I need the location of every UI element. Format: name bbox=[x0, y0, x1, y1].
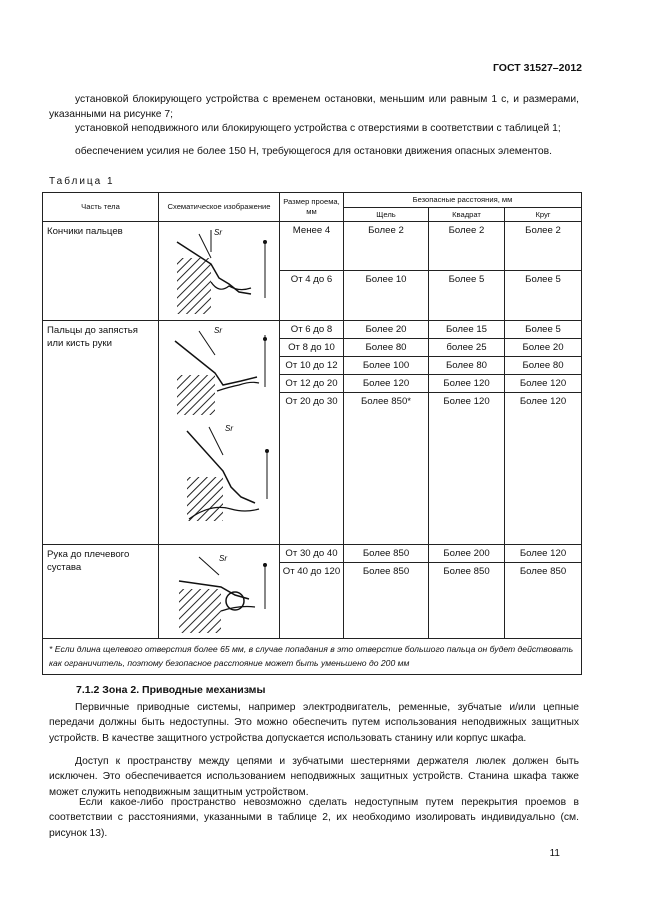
cell-size: От 30 до 40 bbox=[280, 545, 344, 563]
intro-paragraph-1: установкой блокирующего устройства с временем остановки, меньшим или равным 1 с, и размерами, указанными на рисунке 7; bbox=[49, 94, 579, 121]
sr-label: Sr bbox=[214, 326, 222, 335]
table-footnote: * Если длина щелевого отверстия более 65 мм, в случае попадания в это отверстие большого пальца он будет действовать как ограничитель, поэтому безопасное расстояние может быть уменьшено до 200 мм bbox=[43, 639, 582, 675]
safety-distances-table bbox=[42, 192, 582, 675]
cell-size: От 12 до 20 bbox=[280, 375, 344, 393]
cell-slot: Более 100 bbox=[344, 357, 429, 375]
cell-slot: Более 850 bbox=[344, 545, 429, 563]
section-title: 7.1.2 Зона 2. Приводные механизмы bbox=[76, 684, 266, 696]
cell-slot: Более 120 bbox=[344, 375, 429, 393]
header-round: Круг bbox=[505, 208, 582, 222]
cell-size: От 40 до 120 bbox=[280, 563, 344, 639]
header-slot: Щель bbox=[344, 208, 429, 222]
part-arm-to-shoulder: Рука до плечевого сустава bbox=[43, 545, 159, 639]
cell-round: Более 20 bbox=[505, 339, 582, 357]
cell-square: Более 200 bbox=[429, 545, 505, 563]
scheme-fingertips bbox=[159, 222, 280, 321]
header-scheme: Схематическое изображение bbox=[159, 193, 280, 222]
cell-slot: Более 80 bbox=[344, 339, 429, 357]
section-paragraph-2: Доступ к пространству между цепями и зубчатыми шестернями держателя люлек должен быть исключен. Это обеспечивается использованием неподвижных защитных устройств. Станина шкафа также может служить неподвижным защитным устройством. bbox=[49, 756, 579, 798]
cell-round: Более 120 bbox=[505, 393, 582, 545]
sr-label: Sr bbox=[214, 228, 222, 237]
cell-round: Более 120 bbox=[505, 375, 582, 393]
cell-size: От 4 до 6 bbox=[280, 270, 344, 320]
cell-square: Более 2 bbox=[429, 222, 505, 271]
fingertip-diagram bbox=[159, 222, 279, 317]
cell-slot: Более 850 bbox=[344, 563, 429, 639]
header-size: Размер проема, мм bbox=[280, 193, 344, 222]
section-paragraph-3: Если какое-либо пространство невозможно сделать недоступным путем перекрытия проемов в соответствии с расстояниями, указанными в таблице 2, их необходимо изолировать индивидуально (см. рисунок 13). bbox=[49, 797, 579, 839]
cell-square: Более 120 bbox=[429, 375, 505, 393]
part-fingertips: Кончики пальцев bbox=[43, 222, 159, 321]
header-safe-distances: Безопасные расстояния, мм bbox=[344, 193, 582, 208]
cell-square: Более 5 bbox=[429, 270, 505, 320]
table-caption: Таблица 1 bbox=[49, 176, 115, 187]
cell-slot: Более 850* bbox=[344, 393, 429, 545]
section-paragraph-1: Первичные приводные системы, например электродвигатель, ременные, зубчатые и/или цепные передачи должны быть недоступны. Это можно обеспечить путем использования неподвижных защитных устройств. В качестве защитного устройства допускается использовать станину или корпус шкафа. bbox=[49, 702, 579, 744]
cell-size: От 8 до 10 bbox=[280, 339, 344, 357]
cell-size: От 20 до 30 bbox=[280, 393, 344, 545]
cell-square: Более 850 bbox=[429, 563, 505, 639]
header-square: Квадрат bbox=[429, 208, 505, 222]
header-part: Часть тела bbox=[43, 193, 159, 222]
document-header: ГОСТ 31527–2012 bbox=[492, 62, 582, 74]
cell-slot: Более 10 bbox=[344, 270, 429, 320]
part-fingers-to-wrist: Пальцы до запястья или кисть руки bbox=[43, 321, 159, 545]
cell-square: Более 80 bbox=[429, 357, 505, 375]
page-number: 11 bbox=[549, 848, 560, 859]
cell-size: От 6 до 8 bbox=[280, 321, 344, 339]
cell-round: Более 120 bbox=[505, 545, 582, 563]
cell-round: Более 5 bbox=[505, 321, 582, 339]
cell-square: Более 15 bbox=[429, 321, 505, 339]
cell-square: более 25 bbox=[429, 339, 505, 357]
cell-round: Более 5 bbox=[505, 270, 582, 320]
sr-label: Sr bbox=[225, 424, 233, 433]
cell-square: Более 120 bbox=[429, 393, 505, 545]
cell-round: Более 850 bbox=[505, 563, 582, 639]
cell-round: Более 2 bbox=[505, 222, 582, 271]
arm-diagram bbox=[159, 545, 279, 635]
scheme-fingers-to-wrist bbox=[159, 321, 280, 545]
intro-paragraph-2: установкой неподвижного или блокирующего устройства с отверстиями в соответствии с таблицей 1; bbox=[75, 123, 561, 134]
cell-slot: Более 20 bbox=[344, 321, 429, 339]
finger-diagram bbox=[159, 321, 279, 539]
cell-round: Более 80 bbox=[505, 357, 582, 375]
intro-paragraph-3: обеспечением усилия не более 150 Н, требующегося для остановки движения опасных элементов. bbox=[75, 146, 552, 157]
cell-slot: Более 2 bbox=[344, 222, 429, 271]
cell-size: От 10 до 12 bbox=[280, 357, 344, 375]
sr-label: Sr bbox=[219, 554, 227, 563]
cell-size: Менее 4 bbox=[280, 222, 344, 271]
scheme-arm-to-shoulder bbox=[159, 545, 280, 639]
